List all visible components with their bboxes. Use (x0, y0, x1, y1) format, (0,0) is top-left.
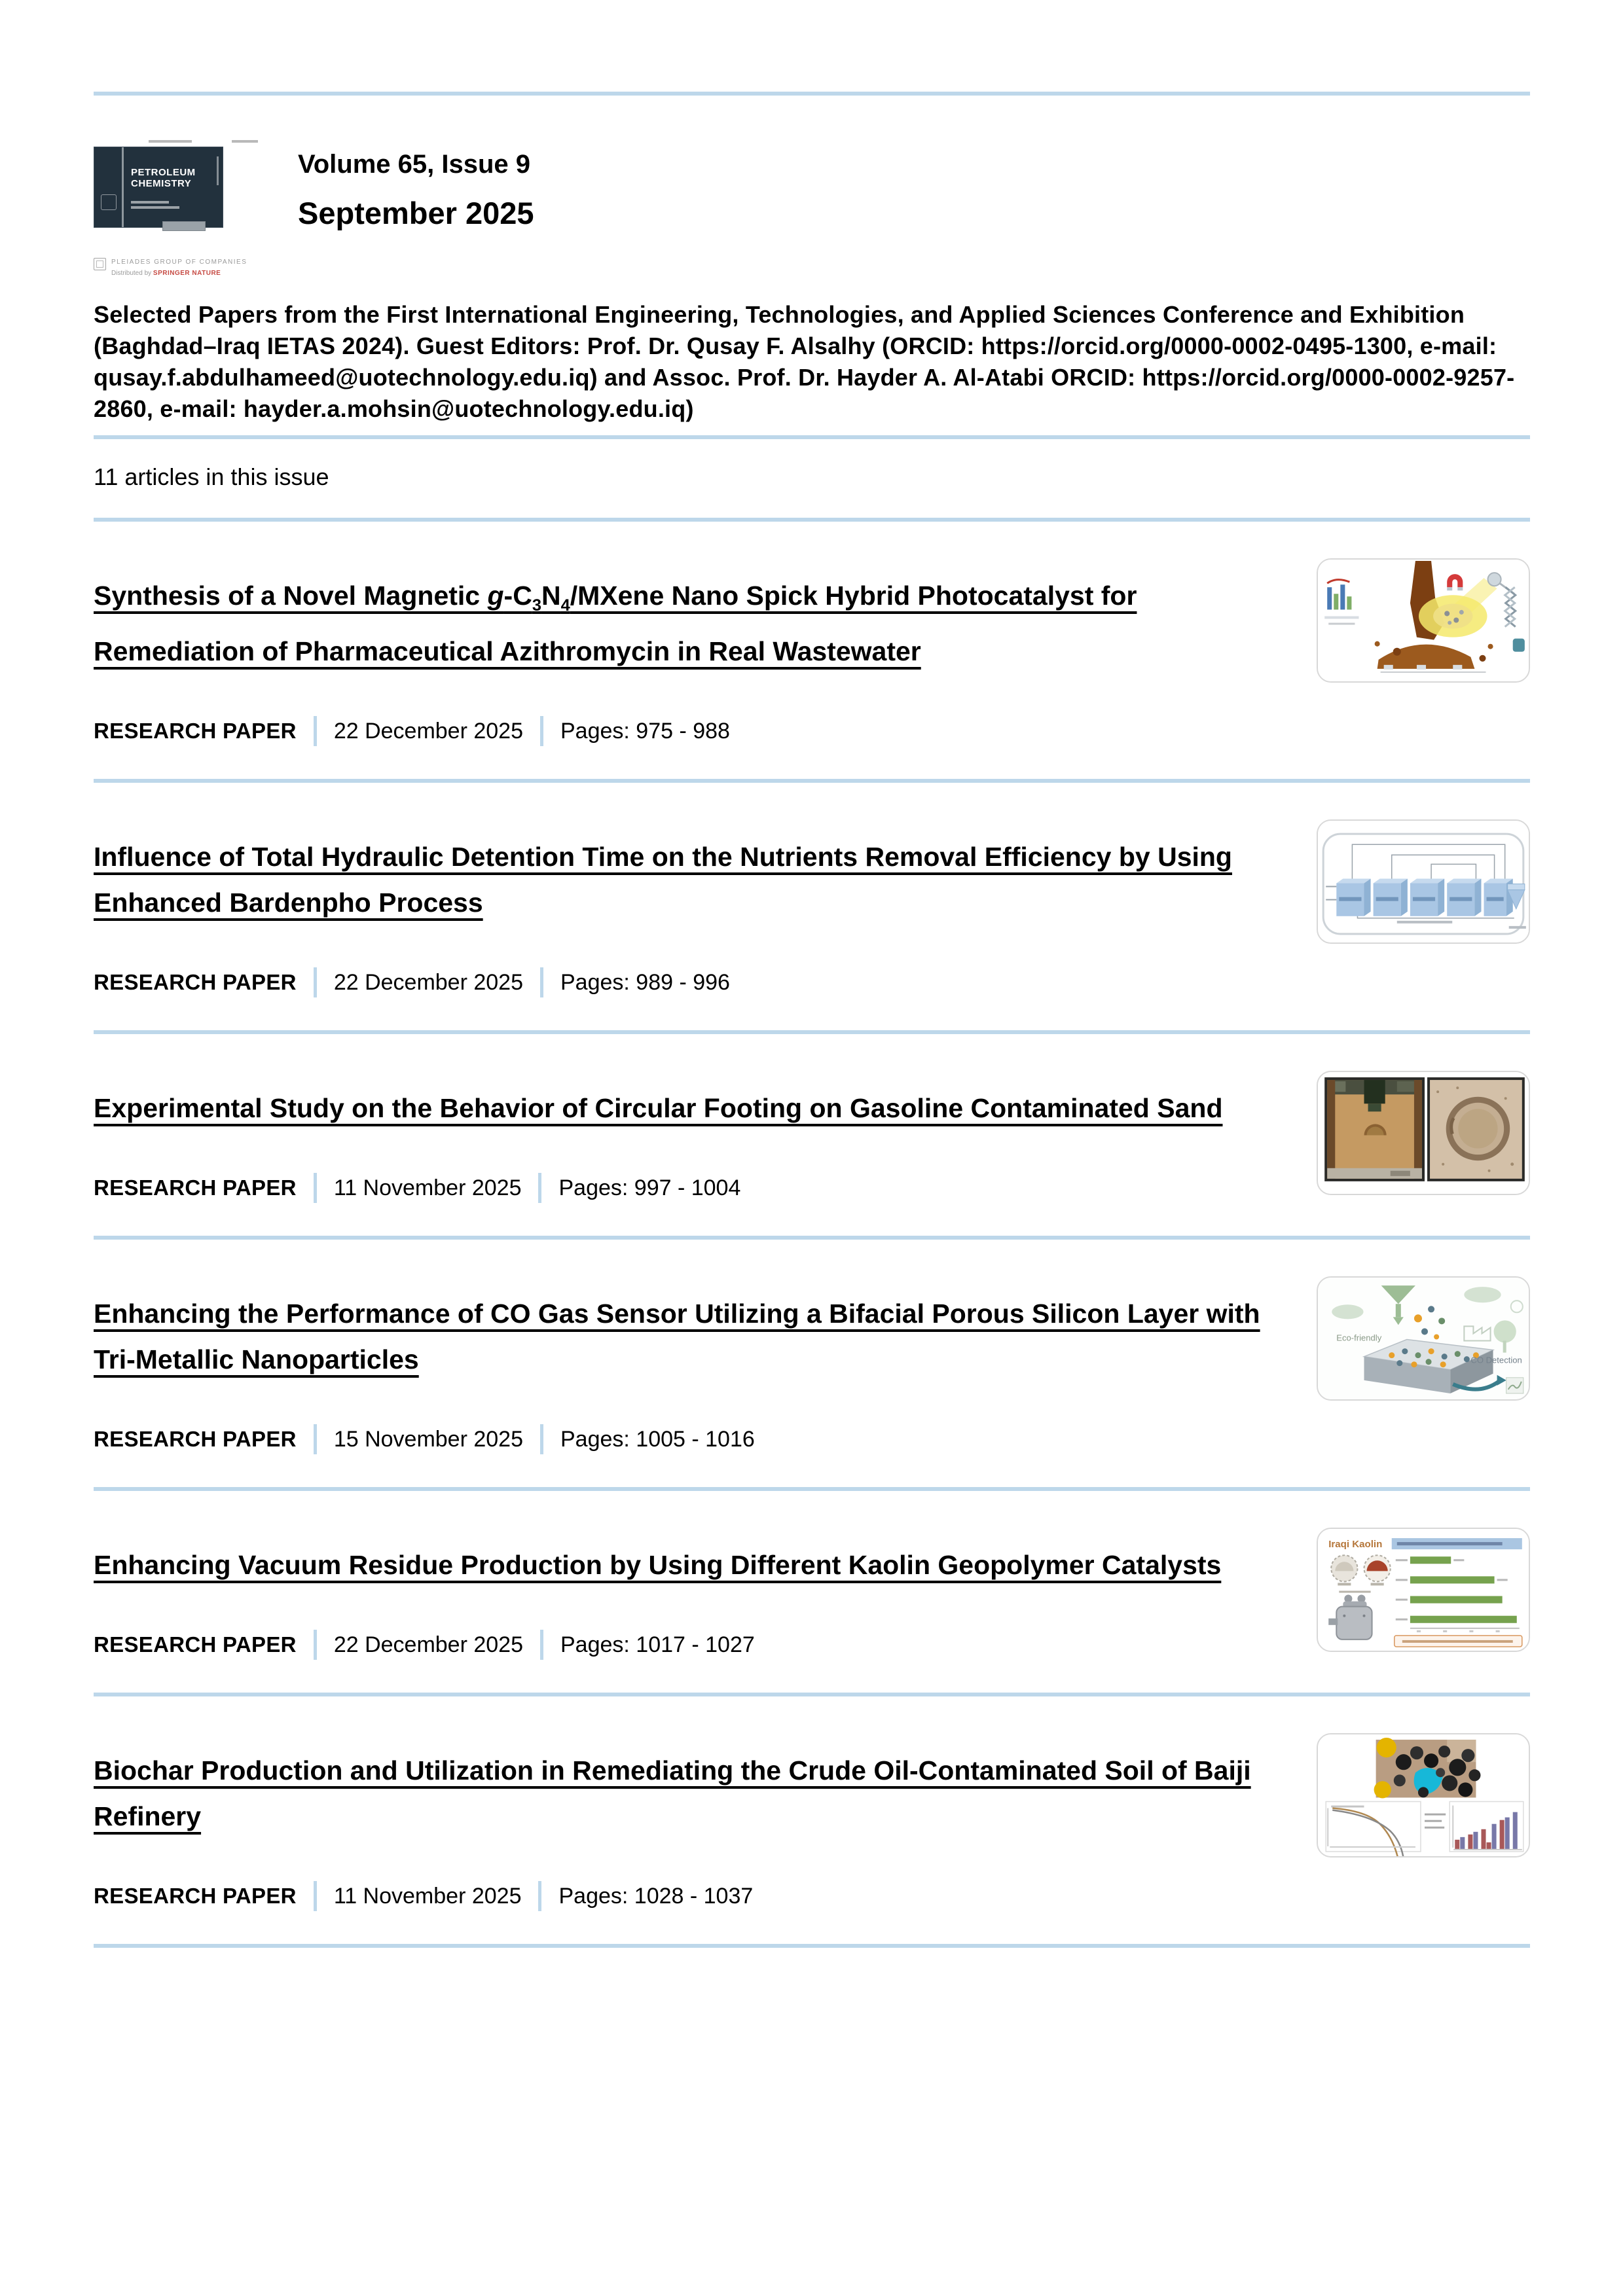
journal-cover-block[interactable] (94, 140, 261, 277)
articles-count-label: 11 articles in this issue (94, 463, 329, 490)
divider (94, 92, 1530, 96)
cover-society-logo (101, 194, 117, 210)
article-thumbnail-image[interactable] (1317, 1733, 1530, 1857)
title-text: /MXene Nano Spick Hybrid Photocatalyst for Remediation of Pharmaceutical Azithromycin in Real Wastewater (94, 581, 1137, 667)
title-italic-g: g (487, 581, 504, 611)
title-subscript: 3 (532, 596, 541, 615)
journal-title: PETROLEUM CHEMISTRY (131, 167, 196, 189)
article-thumbnail-image[interactable] (1317, 819, 1530, 944)
cover-caption-bar (149, 140, 192, 143)
article-date: 22 December 2025 (333, 969, 523, 995)
article-pages: Pages: 989 - 996 (560, 969, 730, 995)
article-meta (94, 716, 1266, 746)
cover-spine-text (217, 156, 219, 185)
meta-separator (538, 1173, 541, 1203)
article-item (94, 1034, 1530, 1236)
thumb-eco-friendly-label: Eco-friendly (1336, 1333, 1382, 1343)
meta-separator (540, 967, 543, 997)
meta-separator (314, 716, 317, 746)
article-item (94, 1240, 1530, 1487)
distributor-name: SPRINGER NATURE (153, 270, 221, 277)
article-meta (94, 1881, 1266, 1911)
article-title-link[interactable]: Enhancing Vacuum Residue Production by Using Different Kaolin Geopolymer Catalysts (94, 1550, 1222, 1581)
issue-description: Selected Papers from the First International Engineering, Technologies, and Applied Sciences Conference and Exhibition (Baghdad–Iraq IETAS 2024). Guest Editors: Prof. Dr. Qusay F. Alsalhy (ORCID: https://orcid.org/0000-0002-0495-1300, e-mail: qusay.f.abdulhameed@uotechnology.edu.iq) and Assoc. Prof. Dr. Hayder A. Al-Atabi ORCID: https://orcid.org/0000-0002-9257-2860, e-mail: hayder.a.mohsin@uotechnology.edu.iq) (94, 301, 1515, 422)
article-meta (94, 967, 1266, 997)
article-thumbnail-image[interactable] (1317, 1071, 1530, 1195)
meta-separator (540, 1630, 543, 1660)
article-pages: Pages: 997 - 1004 (558, 1175, 741, 1200)
article-type-label: RESEARCH PAPER (94, 1175, 297, 1200)
cover-caption-bar (232, 140, 258, 143)
meta-separator (314, 1173, 317, 1203)
article-date: 15 November 2025 (333, 1426, 523, 1452)
article-title-link[interactable]: Experimental Study on the Behavior of Circular Footing on Gasoline Contaminated Sand (94, 1093, 1223, 1124)
article-title-link[interactable]: Enhancing the Performance of CO Gas Sensor Utilizing a Bifacial Porous Silicon Layer with Tri-Metallic Nanoparticles (94, 1299, 1260, 1375)
meta-separator (314, 1424, 317, 1454)
meta-separator (314, 1630, 317, 1660)
cover-divider-line (122, 147, 124, 227)
journal-cover-image[interactable] (94, 147, 223, 228)
meta-separator (314, 967, 317, 997)
publisher-name: PLEIADES GROUP OF COMPANIES (111, 259, 247, 266)
article-item (94, 522, 1530, 779)
article-type-label: RESEARCH PAPER (94, 1427, 297, 1452)
issue-date-heading: September 2025 (298, 196, 534, 230)
divider (94, 435, 1530, 439)
cover-editor-line (131, 206, 179, 209)
meta-separator (314, 1881, 317, 1911)
article-type-label: RESEARCH PAPER (94, 1632, 297, 1657)
article-thumbnail-image[interactable] (1317, 1528, 1530, 1652)
title-text: N (541, 581, 561, 611)
pleiades-logo-icon (94, 258, 106, 270)
article-date: 11 November 2025 (333, 1175, 522, 1200)
article-pages: Pages: 975 - 988 (560, 718, 730, 744)
article-pages: Pages: 1005 - 1016 (560, 1426, 755, 1452)
cover-caption-placeholder (94, 140, 261, 147)
article-item (94, 1696, 1530, 1944)
meta-separator (540, 1424, 543, 1454)
article-item (94, 783, 1530, 1030)
divider (94, 1944, 1530, 1948)
article-thumbnail-image[interactable] (1317, 1276, 1530, 1401)
article-date: 22 December 2025 (333, 718, 523, 744)
title-subscript: 4 (560, 596, 570, 615)
volume-issue-label: Volume 65, Issue 9 (298, 150, 530, 179)
article-title-link[interactable]: Influence of Total Hydraulic Detention Time on the Nutrients Removal Efficiency by Using Enhanced Bardenpho Process (94, 842, 1232, 918)
title-text: -C (503, 581, 532, 611)
article-type-label: RESEARCH PAPER (94, 1884, 297, 1909)
article-type-label: RESEARCH PAPER (94, 719, 297, 744)
article-meta (94, 1630, 1266, 1660)
thumb-co-detection-label: CO Detection (1470, 1355, 1522, 1365)
article-date: 11 November 2025 (333, 1883, 522, 1909)
article-thumbnail-image[interactable] (1317, 558, 1530, 683)
article-title-link[interactable]: Biochar Production and Utilization in Remediating the Crude Oil-Contaminated Soil of Baiji Refinery (94, 1755, 1251, 1832)
article-meta (94, 1424, 1266, 1454)
publisher-row (94, 258, 261, 277)
title-text: Synthesis of a Novel Magnetic (94, 581, 488, 611)
issue-header (94, 140, 1530, 277)
cover-editor-line (131, 201, 169, 204)
article-date: 22 December 2025 (333, 1632, 523, 1657)
article-item (94, 1491, 1530, 1693)
article-type-label: RESEARCH PAPER (94, 970, 297, 995)
article-meta (94, 1173, 1266, 1203)
thumb-kaolin-label: Iraqi Kaolin (1328, 1539, 1383, 1551)
article-pages: Pages: 1017 - 1027 (560, 1632, 755, 1657)
meta-separator (540, 716, 543, 746)
distributor-prefix: Distributed by (111, 270, 152, 277)
meta-separator (538, 1881, 541, 1911)
article-pages: Pages: 1028 - 1037 (558, 1883, 754, 1909)
cover-barcode (162, 221, 206, 231)
article-title-link[interactable] (94, 573, 1266, 674)
